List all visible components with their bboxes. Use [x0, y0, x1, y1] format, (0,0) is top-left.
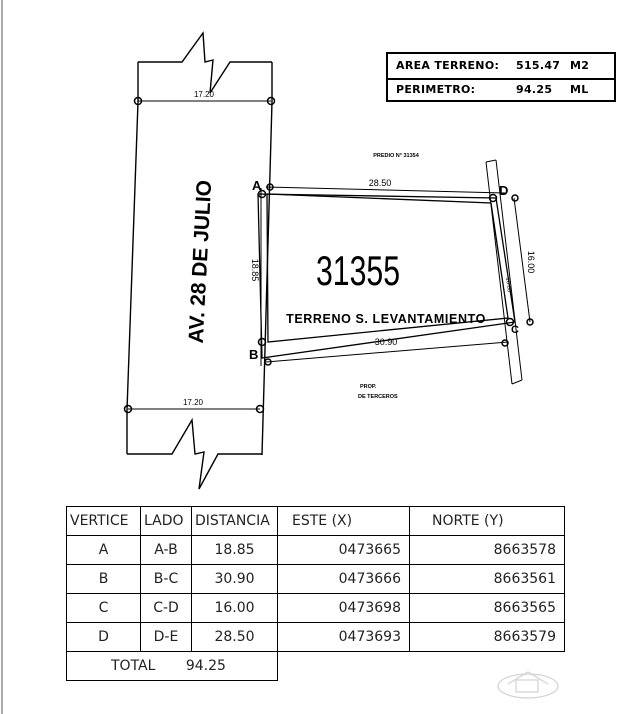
cell-side: D-E [141, 623, 192, 652]
side-cd-inner-length: 16.00 [504, 277, 512, 293]
total-row-blank [278, 652, 565, 681]
table-row [67, 594, 565, 623]
street-top-break-line [138, 33, 272, 93]
cell-east: 0473665 [278, 536, 410, 565]
cell-east: 0473698 [278, 594, 410, 623]
vertex-coordinates-table [66, 506, 565, 681]
total-cell [67, 652, 278, 681]
cell-vertex: C [67, 594, 141, 623]
column-header-east: ESTE (X) [278, 507, 410, 536]
third-party-label-line2: DE TERCEROS [358, 394, 398, 400]
cell-north: 8663561 [410, 565, 565, 594]
cell-side: A-B [141, 536, 192, 565]
column-header-vertex: VERTICE [67, 507, 141, 536]
cell-north: 8663578 [410, 536, 565, 565]
area-summary-box [386, 52, 616, 102]
side-cd-length: 16.00 [526, 250, 536, 274]
cell-vertex: B [67, 565, 141, 594]
street-left-edge-long [127, 102, 138, 410]
vertex-label-b: B [249, 347, 259, 362]
street-bottom-break-line [127, 420, 262, 489]
vertex-label-c: C [511, 324, 519, 336]
cell-east: 0473693 [278, 623, 410, 652]
vertex-marker-d-dim [512, 195, 518, 201]
perimeter-row [388, 78, 614, 102]
side-ab-length: 18.85 [250, 258, 260, 282]
vertex-label-d: D [499, 183, 509, 198]
table-row [67, 623, 565, 652]
neighbor-cap-bottom [512, 380, 522, 384]
street-width-top-label: 17.20 [193, 90, 215, 99]
cell-distance: 28.50 [192, 623, 278, 652]
cell-side: B-C [141, 565, 192, 594]
area-value: 515.47 [516, 59, 561, 72]
neighbor-cap-top [486, 160, 496, 162]
perimeter-label: PERIMETRO: [396, 83, 476, 96]
cell-vertex: D [67, 623, 141, 652]
street-width-bottom-label: 17.20 [182, 398, 204, 407]
cell-distance: 16.00 [192, 594, 278, 623]
third-party-label-line1: PROP. [360, 384, 377, 390]
area-label: AREA TERRENO: [396, 59, 500, 72]
neighbor-lot-label: PREDIO N° 31354 [373, 153, 419, 159]
cell-north: 8663565 [410, 594, 565, 623]
side-top-length: 28.50 [368, 178, 392, 188]
area-unit: M2 [570, 59, 590, 72]
table-header-row [67, 507, 565, 536]
street-name: AV. 28 DE JULIO [184, 179, 217, 344]
column-header-distance: DISTANCIA [192, 507, 278, 536]
side-bc-length: 30.90 [374, 337, 398, 347]
cell-distance: 30.90 [192, 565, 278, 594]
total-label: TOTAL [111, 658, 156, 674]
cell-vertex: A [67, 536, 141, 565]
perimeter-value: 94.25 [516, 83, 553, 96]
total-value: 94.25 [185, 658, 226, 674]
cell-distance: 18.85 [192, 536, 278, 565]
cell-north: 8663579 [410, 623, 565, 652]
cell-side: C-D [141, 594, 192, 623]
table-row [67, 536, 565, 565]
table-row [67, 565, 565, 594]
vertex-label-a: A [252, 178, 262, 193]
lot-label: TERRENO S. LEVANTAMIENTO [286, 312, 486, 326]
cell-east: 0473666 [278, 565, 410, 594]
area-row [388, 54, 614, 80]
column-header-side: LADO [141, 507, 192, 536]
column-header-north: NORTE (Y) [410, 507, 565, 536]
table-total-row [67, 652, 565, 681]
perimeter-unit: ML [570, 83, 589, 96]
lot-number: 31355 [315, 247, 401, 295]
